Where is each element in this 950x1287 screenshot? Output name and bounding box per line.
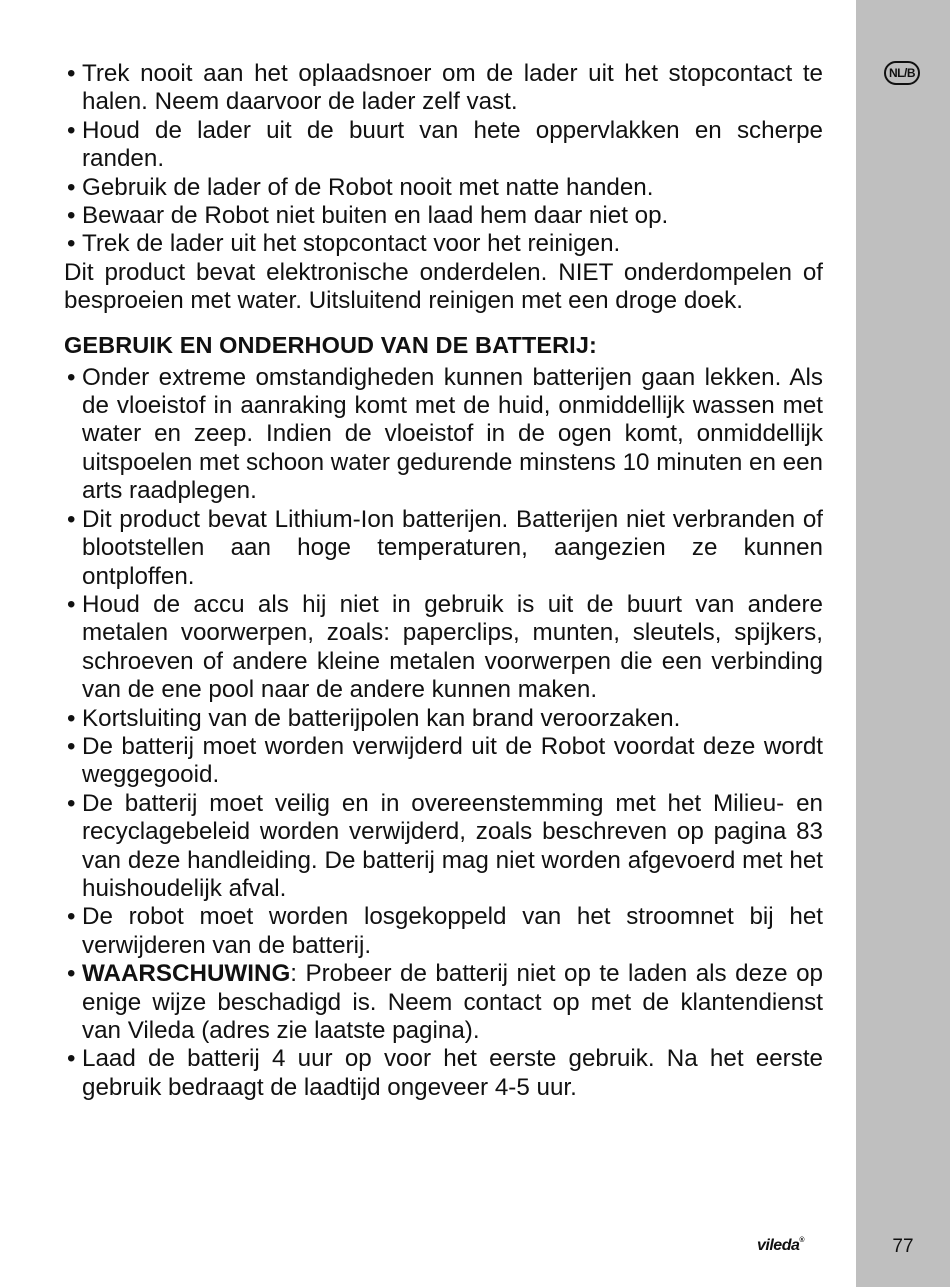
battery-bullet-list xyxy=(64,364,823,1103)
intro-paragraph: Dit product bevat elektronische onderdelen. NIET onderdompelen of besproeien met water. Uitsluitend reinigen met een droge doek. xyxy=(64,258,823,315)
list-item: • De batterij moet veilig en in overeenstemming met het Milieu- en recyclagebeleid worden verwijderd, zoals beschreven op pagina 83 van deze handleiding. De batterij mag niet worden afgevoerd met het huishoudelijk afval. xyxy=(64,790,823,904)
battery-section-heading: GEBRUIK EN ONDERHOUD VAN DE BATTERIJ: xyxy=(64,331,597,358)
list-item: • Houd de lader uit de buurt van hete oppervlakken en scherpe randen. xyxy=(64,117,823,174)
list-item: • Kortsluiting van de batterijpolen kan brand veroorzaken. xyxy=(64,705,823,733)
warning-label: WAARSCHUWING xyxy=(82,960,291,988)
list-item: • Laad de batterij 4 uur op voor het eerste gebruik. Na het eerste gebruik bedraagt de laadtijd ongeveer 4-5 uur. xyxy=(64,1045,823,1102)
list-item: • Dit product bevat Lithium-Ion batterijen. Batterijen niet verbranden of blootstellen aan hoge temperaturen, aangezien ze kunnen ontploffen. xyxy=(64,506,823,591)
list-item: • De batterij moet worden verwijderd uit de Robot voordat deze wordt weggegooid. xyxy=(64,733,823,790)
brand-logo xyxy=(757,1237,804,1257)
list-item: • Trek nooit aan het oplaadsnoer om de lader uit het stopcontact te halen. Neem daarvoor de lader zelf vast. xyxy=(64,60,823,117)
list-item: • Bewaar de Robot niet buiten en laad hem daar niet op. xyxy=(64,202,823,230)
page-sidebar xyxy=(856,0,950,1287)
list-item: • De robot moet worden losgekoppeld van het stroomnet bij het verwijderen van de batterij. xyxy=(64,903,823,960)
intro-bullet-list xyxy=(64,60,823,259)
page-content xyxy=(64,60,823,1102)
list-item: • Trek de lader uit het stopcontact voor het reinigen. xyxy=(64,230,823,258)
language-badge: NL/B xyxy=(884,61,920,85)
brand-logo-text: vileda xyxy=(757,1237,800,1254)
list-item: • Houd de accu als hij niet in gebruik is uit de buurt van andere metalen voorwerpen, zoals: paperclips, munten, sleutels, spijkers, schroeven of andere kleine metalen voorwerpen die een verbinding van de ene pool naar de andere kunnen maken. xyxy=(64,591,823,705)
list-item: • Gebruik de lader of de Robot nooit met natte handen. xyxy=(64,174,823,202)
warning-item xyxy=(64,960,823,1045)
brand-logo-registered: ® xyxy=(799,1237,805,1244)
list-item: • Onder extreme omstandigheden kunnen batterijen gaan lekken. Als de vloeistof in aanraking komt met de huid, onmiddellijk wassen met water en zeep. Indien de vloeistof in de ogen komt, onmiddellijk uitspoelen met schoon water gedurende minstens 10 minuten en een arts raadplegen. xyxy=(64,364,823,506)
warning-text: : Probeer de batterij niet op te laden als deze op enige wijze beschadigd is. Neem contact op met de klantendienst van Vileda (adres zie laatste pagina). xyxy=(82,960,823,1044)
page-number: 77 xyxy=(892,1236,914,1257)
